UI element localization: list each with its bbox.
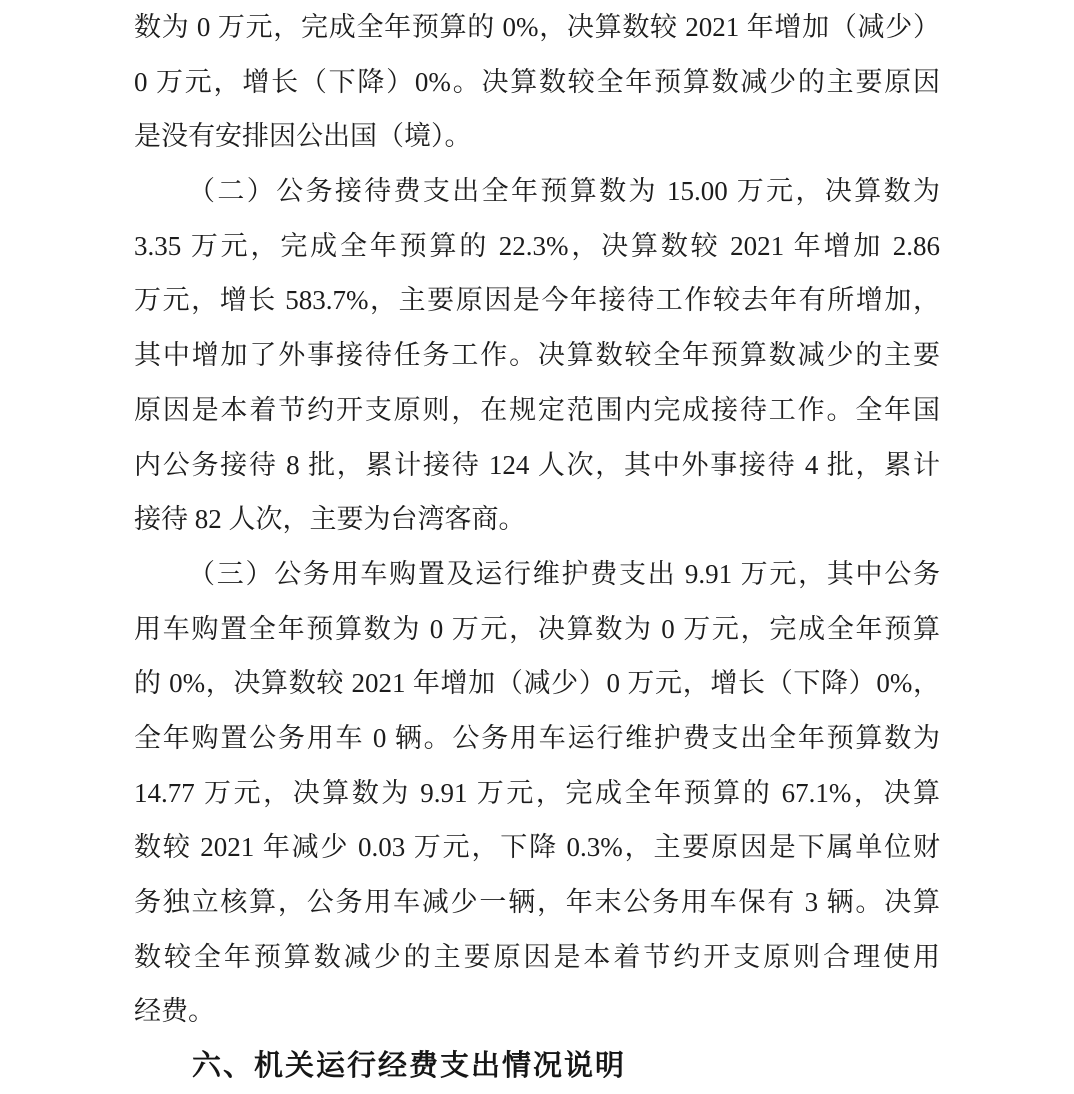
text-line: 其中增加了外事接待任务工作。决算数较全年预算数减少的主要 (134, 340, 940, 371)
text-line: 原因是本着节约开支原则，在规定范围内完成接待工作。全年国 (134, 394, 940, 425)
paragraph-start-line: （二）公务接待费支出全年预算数为 15.00 万元，决算数为 (188, 176, 940, 207)
text-line: 3.35 万元，完成全年预算的 22.3%，决算数较 2021 年增加 2.86 (134, 230, 940, 261)
text-line: 万元，增长 583.7%，主要原因是今年接待工作较去年有所增加， (134, 285, 940, 316)
text-line: 内公务接待 8 批，累计接待 124 人次，其中外事接待 4 批，累计 (134, 449, 940, 480)
text-line: 接待 82 人次，主要为台湾客商。 (134, 504, 526, 535)
text-block (134, 0, 940, 1094)
text-line: 14.77 万元，决算数为 9.91 万元，完成全年预算的 67.1%，决算 (134, 777, 940, 808)
section-heading: 六、机关运行经费支出情况说明 (192, 1050, 627, 1083)
text-line: 务独立核算，公务用车减少一辆，年末公务用车保有 3 辆。决算 (134, 887, 940, 917)
paragraph-start-line: （三）公务用车购置及运行维护费支出 9.91 万元，其中公务 (188, 558, 940, 589)
text-line: 全年购置公务用车 0 辆。公务用车运行维护费支出全年预算数为 (134, 722, 940, 753)
text-line: 经费。 (134, 996, 215, 1027)
text-line: 0 万元，增长（下降）0%。决算数较全年预算数减少的主要原因 (134, 66, 940, 97)
text-line: 数为 0 万元，完成全年预算的 0%，决算数较 2021 年增加（减少） (134, 12, 940, 42)
text-line: 用车购置全年预算数为 0 万元，决算数为 0 万元，完成全年预算 (134, 613, 940, 644)
text-line: 数较全年预算数减少的主要原因是本着节约开支原则合理使用 (134, 941, 940, 972)
text-line: 的 0%，决算数较 2021 年增加（减少）0 万元，增长（下降）0%， (134, 668, 940, 699)
text-line: 是没有安排因公出国（境）。 (134, 121, 472, 152)
text-line: 数较 2021 年减少 0.03 万元，下降 0.3%，主要原因是下属单位财 (134, 832, 940, 863)
